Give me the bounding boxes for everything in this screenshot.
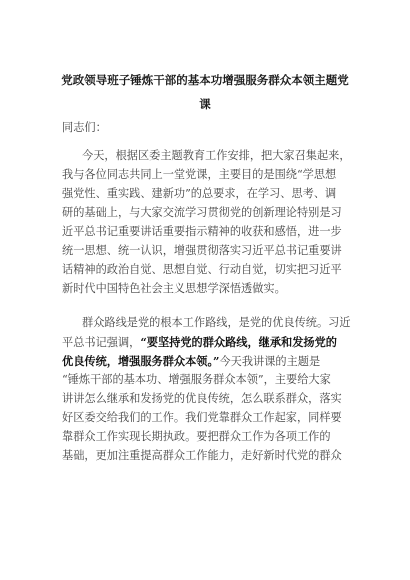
p2-line-5: 讲讲怎么继承和发扬党的优良传统，怎么联系群众，落实 — [62, 392, 342, 405]
p1-line-6: 统一思想、统一认识，增强贯彻落实习近平总书记重要讲 — [62, 244, 342, 257]
salutation: 同志们： — [62, 121, 107, 134]
p2-line-3-quote: 优良传统，增强服务群众本领。” — [62, 354, 220, 368]
p2-line-4: “锤炼干部的基本功、增强服务群众本领”，主要给大家 — [62, 373, 331, 386]
title-line-1: 党政领导班子锤炼干部的基本功增强服务群众本领主题党 — [61, 73, 349, 87]
p2-line-3 — [62, 354, 320, 369]
p2-line-3-text: 今天我讲课的主题是 — [219, 355, 321, 368]
p1-line-2: 我与各位同志共同上一堂党课，主要目的是围绕“学思想 — [62, 168, 337, 181]
p1-line-3: 强党性、重实践、建新功”的总要求，在学习、思考、调 — [62, 187, 337, 200]
p2-line-6: 好区委交给我们的工作。我们党靠群众工作起家，同样要 — [62, 411, 342, 424]
p2-line-8: 基础，更加注重提高群众工作能力，走好新时代党的群众 — [62, 449, 342, 462]
p1-line-8: 新时代中国特色社会主义思想学深悟透做实。 — [62, 282, 286, 295]
p1-line-4: 研的基础上，与大家交流学习贯彻党的创新理论特别是习 — [62, 206, 342, 219]
p1-line-1: 今天，根据区委主题教育工作安排，把大家召集起来， — [82, 149, 351, 162]
p1-line-5: 近平总书记重要讲话重要指示精神的收获和感悟，进一步 — [62, 225, 342, 238]
p1-line-7: 话精神的政治自觉、思想自觉、行动自觉，切实把习近平 — [62, 263, 342, 276]
p2-line-1: 群众路线是党的根本工作路线，是党的优良传统。习近 — [82, 316, 351, 329]
p2-line-7: 靠群众工作实现长期执政。要把群众工作为各项工作的 — [62, 430, 331, 443]
title-line-2: 课 — [199, 97, 211, 111]
p2-line-2 — [62, 335, 337, 350]
p2-line-2-quote: “要坚持党的群众路线，继承和发扬党的 — [140, 335, 337, 349]
document-title — [44, 68, 366, 116]
p2-line-2-text: 平总书记强调， — [62, 336, 141, 349]
